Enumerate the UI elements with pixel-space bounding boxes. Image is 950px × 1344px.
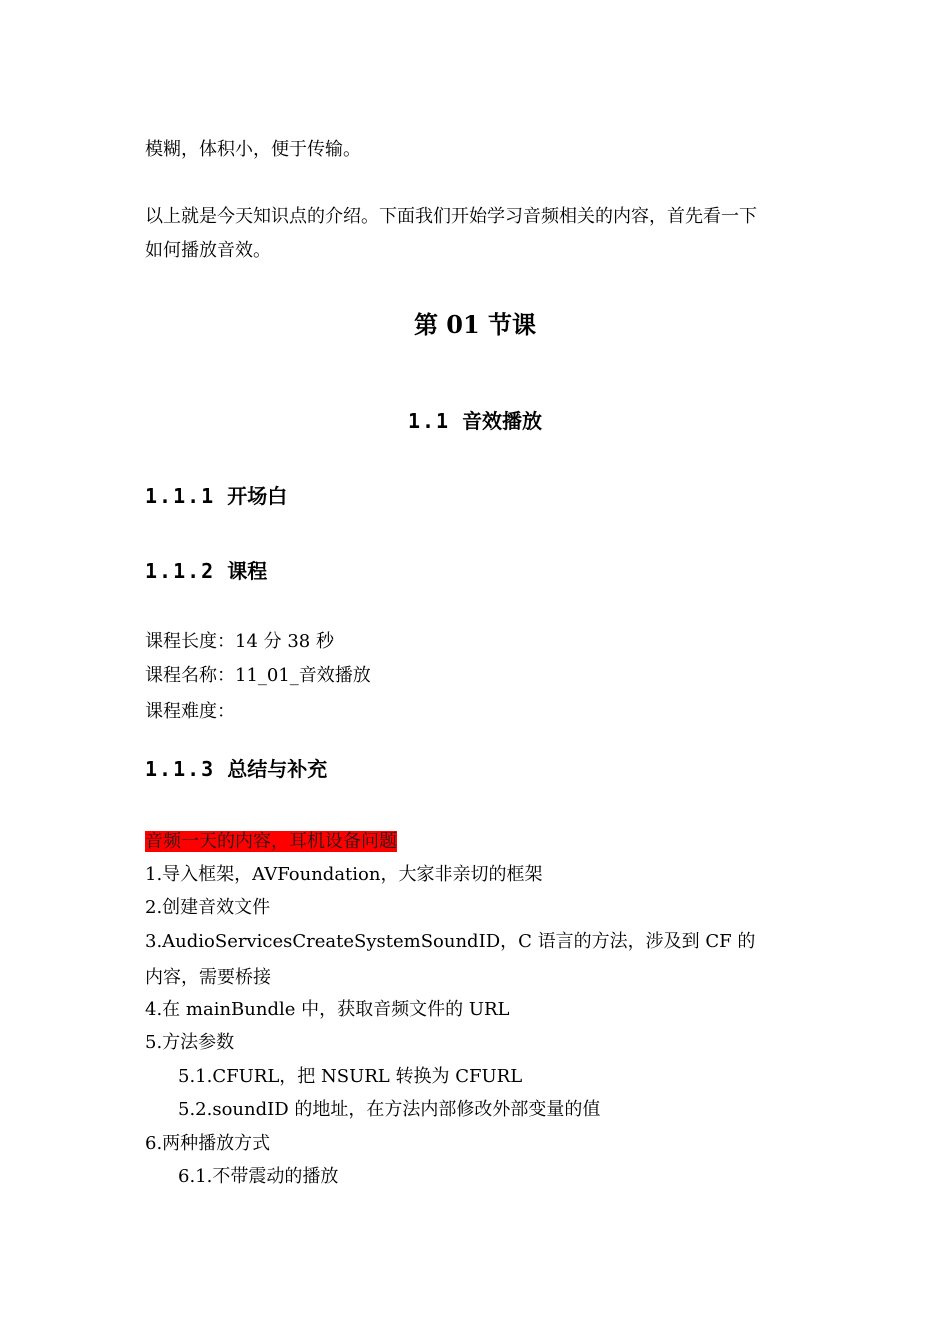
subsection-number: 1.1.1 [145,484,216,508]
subsection-heading-opening [145,480,287,509]
summary-item-6-1: 6.1.不带震动的播放 [178,1166,339,1187]
summary-item-1: 1.导入框架，AVFoundation，大家非亲切的框架 [145,864,543,885]
summary-item-5: 5.方法参数 [145,1032,235,1053]
subsection-number: 1.1.2 [145,559,216,583]
summary-item-3-line-2: 内容，需要桥接 [145,967,271,988]
section-title: 音效播放 [462,409,543,433]
subsection-title: 课程 [227,559,268,583]
summary-item-6: 6.两种播放方式 [145,1133,271,1154]
summary-item-5-2: 5.2.soundID 的地址，在方法内部修改外部变量的值 [178,1099,601,1120]
summary-item-3-line-1: 3.AudioServicesCreateSystemSoundID，C 语言的方法，涉及到 CF 的 [145,931,756,952]
subsection-number: 1.1.3 [145,757,216,781]
course-difficulty: 课程难度： [145,701,235,722]
subsection-heading-summary [145,753,327,782]
intro-paragraph-1: 模糊，体积小，便于传输。 [145,139,361,160]
intro-paragraph-2-line-1: 以上就是今天知识点的介绍。下面我们开始学习音频相关的内容，首先看一下 [145,206,757,227]
section-heading [0,405,950,434]
subsection-heading-course [145,555,267,584]
section-number: 1.1 [407,409,451,433]
intro-paragraph-2-line-2: 如何播放音效。 [145,240,271,261]
summary-item-5-1: 5.1.CFURL，把 NSURL 转换为 CFURL [178,1066,523,1087]
summary-item-2: 2.创建音效文件 [145,897,271,918]
highlighted-text: 音频一天的内容，耳机设备问题 [145,831,397,852]
summary-item-4: 4.在 mainBundle 中，获取音频文件的 URL [145,999,510,1020]
course-name: 课程名称：11_01_音效播放 [145,665,371,686]
lesson-title: 第 01 节课 [413,310,537,339]
subsection-title: 总结与补充 [227,757,328,781]
summary-highlight-note [145,829,397,855]
subsection-title: 开场白 [227,484,288,508]
course-length: 课程长度：14 分 38 秒 [145,631,334,652]
